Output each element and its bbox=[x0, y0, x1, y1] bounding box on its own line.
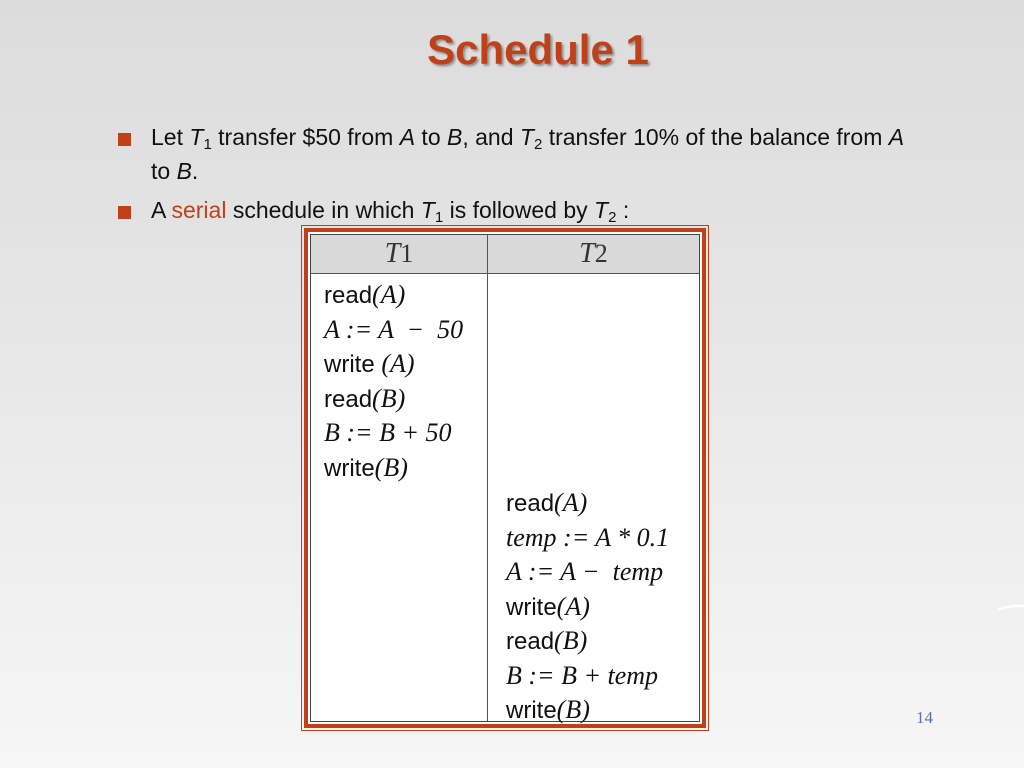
header-subscript: 2 bbox=[594, 239, 608, 268]
op-argument: (A) bbox=[554, 488, 588, 517]
op-keyword: read bbox=[324, 282, 373, 309]
op-expression: B := B + 50 bbox=[324, 418, 452, 447]
bullet-text: to bbox=[415, 124, 448, 150]
header-t2 bbox=[488, 235, 699, 273]
op-argument: (A) bbox=[372, 280, 406, 309]
square-bullet-icon bbox=[118, 206, 131, 219]
variable: A bbox=[399, 124, 416, 150]
op-keyword: read bbox=[506, 628, 555, 655]
op-keyword: read bbox=[506, 490, 555, 517]
bullet-text: Let bbox=[151, 124, 190, 150]
bullet-text: A bbox=[151, 197, 172, 223]
operation-row bbox=[506, 693, 669, 728]
op-keyword: write bbox=[506, 697, 557, 724]
bullet-text: to bbox=[151, 158, 177, 184]
op-keyword: read bbox=[324, 385, 373, 413]
op-expression: B := B + temp bbox=[506, 660, 659, 690]
operation-row bbox=[506, 624, 669, 659]
operation-row bbox=[506, 486, 669, 521]
bullet-item-2 bbox=[116, 197, 916, 231]
subscript: 1 bbox=[434, 209, 444, 226]
decorative-swoosh-icon bbox=[998, 604, 1024, 612]
op-keyword: write bbox=[324, 454, 375, 482]
bullet-text: is followed by bbox=[443, 197, 595, 223]
header-t1 bbox=[311, 235, 487, 273]
op-expression: temp := A * 0.1 bbox=[506, 522, 670, 552]
bullet-text: , and bbox=[462, 124, 520, 150]
subscript: 1 bbox=[203, 136, 212, 153]
op-argument: (A) bbox=[556, 591, 590, 621]
t2-operations bbox=[506, 486, 669, 728]
op-argument: (B) bbox=[556, 695, 590, 724]
schedule-table-grid bbox=[310, 234, 700, 722]
variable: B bbox=[447, 124, 463, 150]
subscript: 2 bbox=[533, 136, 543, 153]
operation-row bbox=[506, 659, 669, 694]
subscript: 2 bbox=[608, 209, 617, 226]
op-expression: A := A − temp bbox=[506, 557, 664, 586]
header-letter: T bbox=[384, 238, 401, 269]
op-argument: (B) bbox=[554, 626, 588, 655]
transaction-name: T bbox=[189, 124, 204, 150]
op-expression: A := A − 50 bbox=[324, 314, 464, 344]
operation-row bbox=[324, 416, 463, 451]
variable: A bbox=[888, 124, 905, 150]
page-number: 14 bbox=[916, 708, 933, 727]
bullet-text: : bbox=[616, 197, 630, 223]
operation-row bbox=[506, 521, 669, 556]
operation-row bbox=[506, 590, 669, 625]
operation-row bbox=[324, 382, 463, 417]
transaction-name: T bbox=[519, 124, 534, 150]
operation-row bbox=[324, 451, 463, 486]
column-divider bbox=[487, 235, 488, 721]
header-letter: T bbox=[579, 238, 595, 269]
operation-row bbox=[324, 347, 463, 382]
transaction-name: T bbox=[420, 197, 435, 223]
op-argument: (B) bbox=[372, 383, 406, 413]
t1-operations bbox=[324, 278, 463, 485]
bullet-item-1 bbox=[116, 124, 916, 185]
slide-title: Schedule 1 bbox=[427, 26, 649, 73]
operation-row bbox=[324, 278, 463, 313]
highlighted-term: serial bbox=[171, 197, 227, 223]
op-keyword: write bbox=[324, 351, 382, 378]
bullet-list bbox=[116, 124, 916, 243]
bullet-text: transfer $50 from bbox=[211, 124, 400, 150]
schedule-table bbox=[304, 228, 706, 728]
variable: B bbox=[176, 158, 192, 184]
bullet-text: transfer 10% of the balance from bbox=[542, 124, 889, 150]
op-argument: (B) bbox=[374, 452, 408, 482]
transaction-name: T bbox=[594, 197, 609, 223]
header-subscript: 1 bbox=[400, 239, 414, 268]
square-bullet-icon bbox=[118, 133, 131, 146]
operation-row bbox=[506, 555, 669, 590]
op-keyword: write bbox=[506, 593, 557, 621]
operation-row bbox=[324, 313, 463, 348]
op-argument: (A) bbox=[381, 349, 415, 378]
bullet-text: schedule in which bbox=[226, 197, 421, 223]
bullet-text: . bbox=[191, 158, 199, 184]
